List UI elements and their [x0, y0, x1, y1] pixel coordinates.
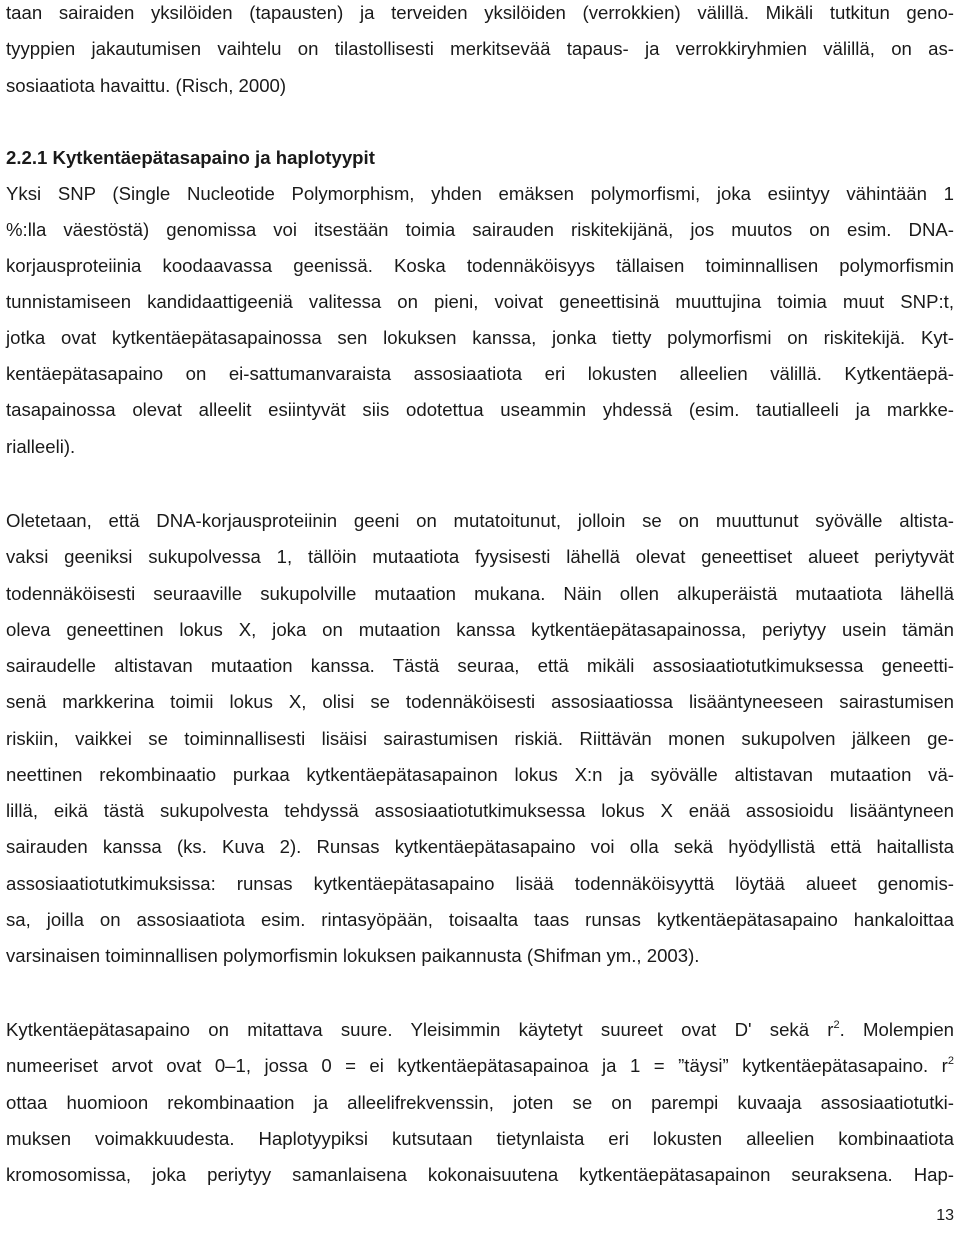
page-number: 13 — [936, 1207, 954, 1224]
text-span: numeeriset arvot ovat 0–1, jossa 0 = ei kytkentäepätasapainoa ja 1 = ”täysi” kytkentäepätasapaino. r — [6, 1055, 948, 1076]
text-line: sairaudelle altistavan mutaation kanssa. Tästä seuraa, että mikäli assosiaatiotutkimuksessa geneetti- — [6, 655, 954, 676]
text-line: ottaa huomioon rekombinaation ja alleelifrekvenssin, joten se on parempi kuvaaja assosiaatiotutki- — [6, 1092, 954, 1113]
text-line: %:lla väestöstä) genomissa voi itsestään toimia sairauden riskitekijänä, jos muutos on esim. DNA- — [6, 219, 954, 240]
superscript: 2 — [947, 1055, 954, 1067]
text-line: Yksi SNP (Single Nucleotide Polymorphism, yhden emäksen polymorfismi, joka esiintyy vähintään 1 — [6, 183, 954, 204]
text-line: kentäepätasapaino on ei-sattumanvaraista assosiaatiota eri lokusten alleelien välillä. Kytkentäepä- — [6, 363, 954, 384]
text-span: Kytkentäepätasapaino on mitattava suure. Yleisimmin käytetyt suureet ovat D' sekä r — [6, 1019, 834, 1040]
text-line: varsinaisen toiminnallisen polymorfismin lokuksen paikannusta (Shifman ym., 2003). — [6, 945, 700, 966]
text-line — [6, 1055, 954, 1077]
text-line: jotka ovat kytkentäepätasapainossa sen lokuksen kanssa, jonka tietty polymorfismi on riskitekijä. Kyt- — [6, 327, 954, 348]
text-span: . Molempien — [839, 1019, 954, 1040]
text-line: oleva geneettinen lokus X, joka on mutaation kanssa kytkentäepätasapainossa, periytyy usein tämän — [6, 619, 954, 640]
text-line: tyyppien jakautumisen vaihtelu on tilastollisesti merkitsevää tapaus- ja verrokkiryhmien välillä, on as- — [6, 38, 954, 59]
text-line: assosiaatiotutkimuksissa: runsas kytkentäepätasapaino lisää todennäköisyyttä löytää alueet genomis- — [6, 873, 954, 894]
text-line: taan sairaiden yksilöiden (tapausten) ja terveiden yksilöiden (verrokkien) välillä. Mikäli tutkitun geno- — [6, 2, 954, 23]
text-line: todennäköisesti seuraaville sukupolville mutaation mukana. Näin ollen alkuperäistä mutaatiota lähellä — [6, 583, 954, 604]
text-line: rialleeli). — [6, 436, 76, 457]
text-line: sosiaatiota havaittu. (Risch, 2000) — [6, 75, 287, 96]
text-line: Oletetaan, että DNA-korjausproteiinin geeni on mutatoitunut, jolloin se on muuttunut syövälle altista- — [6, 510, 954, 531]
text-line: tasapainossa olevat alleelit esiintyvät siis odotettua useammin yhdessä (esim. tautialleeli ja markke- — [6, 399, 954, 420]
text-line: kromosomissa, joka periytyy samanlaisena kokonaisuutena kytkentäepätasapainon seuraksena. Hap- — [6, 1164, 954, 1185]
text-line: korjausproteiinia koodaavassa geenissä. Koska todennäköisyys tällaisen toiminnallisen polymorfismin — [6, 255, 954, 276]
text-line: sa, joilla on assosiaatiota esim. rintasyöpään, toisaalta taas runsas kytkentäepätasapaino hankaloittaa — [6, 909, 954, 930]
text-line: neettinen rekombinaatio purkaa kytkentäepätasapainon lokus X:n ja syövälle altistavan mutaation vä- — [6, 764, 954, 785]
text-line: muksen voimakkuudesta. Haplotyypiksi kutsutaan tietynlaista eri lokusten alleelien kombinaatiota — [6, 1128, 954, 1149]
section-heading: 2.2.1 Kytkentäepätasapaino ja haplotyypit — [6, 147, 375, 168]
text-line: senä markkerina toimii lokus X, olisi se todennäköisesti assosiaatiossa lisääntyneeseen sairastumisen — [6, 691, 954, 712]
text-line — [6, 1019, 954, 1041]
superscript: 2 — [833, 1019, 840, 1031]
text-line: sairauden kanssa (ks. Kuva 2). Runsas kytkentäepätasapaino voi olla sekä hyödyllistä että haitallista — [6, 836, 954, 857]
text-line: riskiin, vaikkei se toiminnallisesti lisäisi sairastumisen riskiä. Riittävän monen sukupolven jälkeen ge- — [6, 728, 954, 749]
text-line: tunnistamiseen kandidaattigeeniä valitessa on pieni, voivat geneettisinä muuttujina toimia muut SNP:t, — [6, 291, 954, 312]
text-line: vaksi geeniksi sukupolvessa 1, tällöin mutaatiota fyysisesti lähellä olevat geneettiset alueet periytyvät — [6, 546, 954, 567]
text-line: lillä, eikä tästä sukupolvesta tehdyssä assosiaatiotutkimuksessa lokus X enää assosioidu lisääntyneen — [6, 800, 954, 821]
